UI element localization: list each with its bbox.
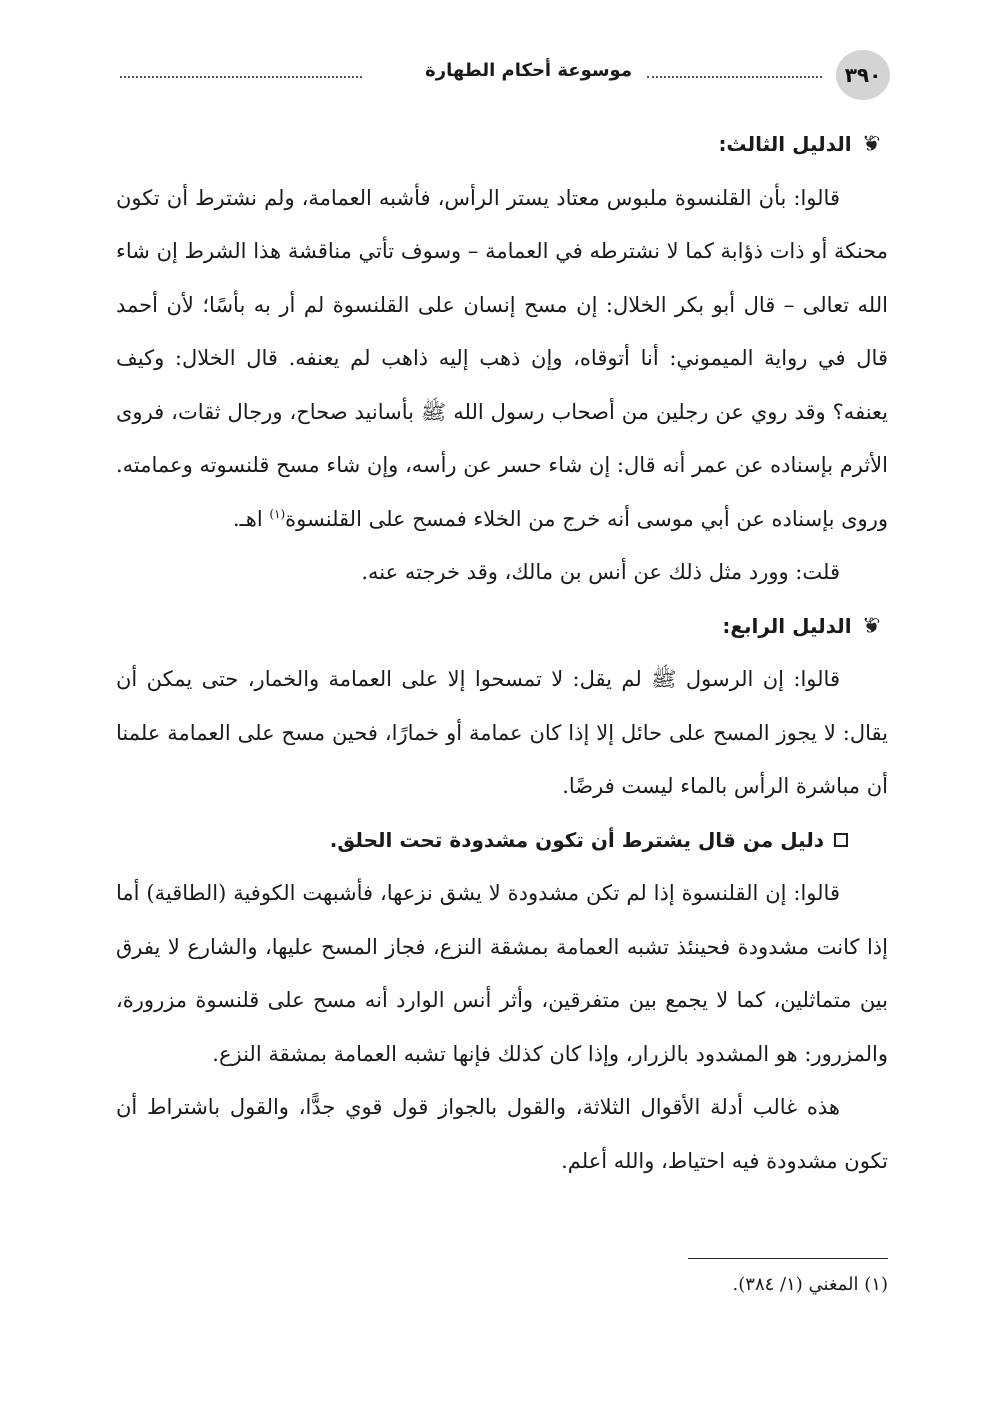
header-dotted-rule-left (120, 76, 362, 78)
text-line: هذه غالب أدلة الأقوال الثلاثة، والقول بالجواز قول قوي جدًّا، والقول (229, 1095, 841, 1119)
footnote (733, 1274, 888, 1295)
text-line: قالوا: بأن القلنسوة ملبوس معتاد يستر الرأس، فأشبه العمامة، ولم نشترط أن (166, 185, 840, 210)
text-line: على القلنسوة (285, 506, 406, 531)
text-line: اهـ. (232, 506, 270, 531)
subheading-text: دليل من قال يشترط أن تكون مشدودة تحت الحلق. (329, 827, 824, 852)
paragraph-evidence-three (116, 172, 888, 547)
text-line: تكون محنكة أو ذات ذؤابة كما لا نشترطه في العمامة – وسوف تأتي مناقشة هذا الشرط (116, 185, 888, 263)
square-bullet-icon (834, 833, 848, 847)
footnote-number: (١) (864, 1274, 888, 1295)
text-line: وكيف يعنفه؟ وقد روي عن رجلين من أصحاب رسول الله ﷺ بأسانيد صحاح، (116, 346, 889, 424)
text-line: أما إذا كانت مشدودة فحينئذ تشبه العمامة بمشقة النزع، فجاز المسح عليها، والشارع (116, 881, 888, 959)
text-line: قالوا: إن القلنسوة إذا لم تكن مشدودة لا يشق نزعها، فأشبهت الكوفية (الطاقية) (146, 881, 840, 905)
subsection-heading (116, 814, 888, 868)
footnote-separator (688, 1258, 888, 1259)
page-number: ٣٩٠ (836, 50, 890, 100)
paragraph-evidence-four (116, 653, 888, 814)
text-line: قالوا: إن الرسول ﷺ لم يقل: لا تمسحوا إلا على العمامة والخمار، حتى يمكن (146, 667, 840, 691)
heading-text: الدليل الثالث: (718, 132, 852, 156)
heading-text: الدليل الرابع: (722, 613, 852, 638)
footnote-text: المغني (١/ ٣٨٤). (732, 1274, 859, 1295)
running-title: موسوعة أحكام الطهارة (425, 60, 632, 81)
text-line: ورجال ثقات، فروى الأثرم بإسناده عن عمر أنه قال: إن شاء حسر عن رأسه، وإن (116, 399, 888, 477)
text-line: إن شاء الله تعالى – قال أبو بكر الخلال: إن مسح إنسان على القلنسوة لم أر به بأسًا؛ (116, 239, 888, 317)
leaf-ornament-icon: ❦ (861, 132, 880, 157)
paragraph-condition-evidence (116, 867, 888, 1081)
paragraph-note: قلت: وورد مثل ذلك عن أنس بن مالك، وقد خرجته عنه. (361, 560, 840, 584)
text-line: لا يفرق بين متماثلين، كما لا يجمع بين متفرقين، وأثر أنس الوارد أنه مسح على قلنسوة (116, 934, 888, 1012)
section-heading-third (116, 118, 888, 172)
section-heading-fourth (116, 600, 888, 654)
text-line: علمنا أن مباشرة الرأس بالماء ليست فرضًا. (116, 720, 888, 798)
text-line: لأن أحمد قال في رواية الميموني: أنا أتوقاه، وإن ذهب إليه ذاهب لم يعنفه. قال الخلال: (116, 292, 888, 370)
text-line: باشتراط أن تكون مشدودة فيه احتياط، والله أعلم. (116, 1095, 888, 1173)
header-dotted-rule-right (647, 76, 822, 78)
text-line: شاء مسح قلنسوته وعمامته. وروى بإسناده عن أبي موسى أنه خرج من الخلاء فمسح (116, 453, 888, 531)
page-content (116, 118, 888, 1188)
paragraph-conclusion (116, 1081, 888, 1188)
page-header (120, 50, 890, 100)
text-line: مزرورة، والمزرور: هو المشدود بالزرار، وإذا كان كذلك فإنها تشبه العمامة بمشقة النزع. (116, 988, 888, 1066)
text-line: أن يقال: لا يجوز المسح على حائل إلا إذا كان عمامة أو خمارًا، فحين مسح على العمامة (116, 667, 888, 745)
footnote-reference[interactable]: (١) (269, 506, 286, 521)
leaf-ornament-icon: ❦ (861, 613, 880, 639)
